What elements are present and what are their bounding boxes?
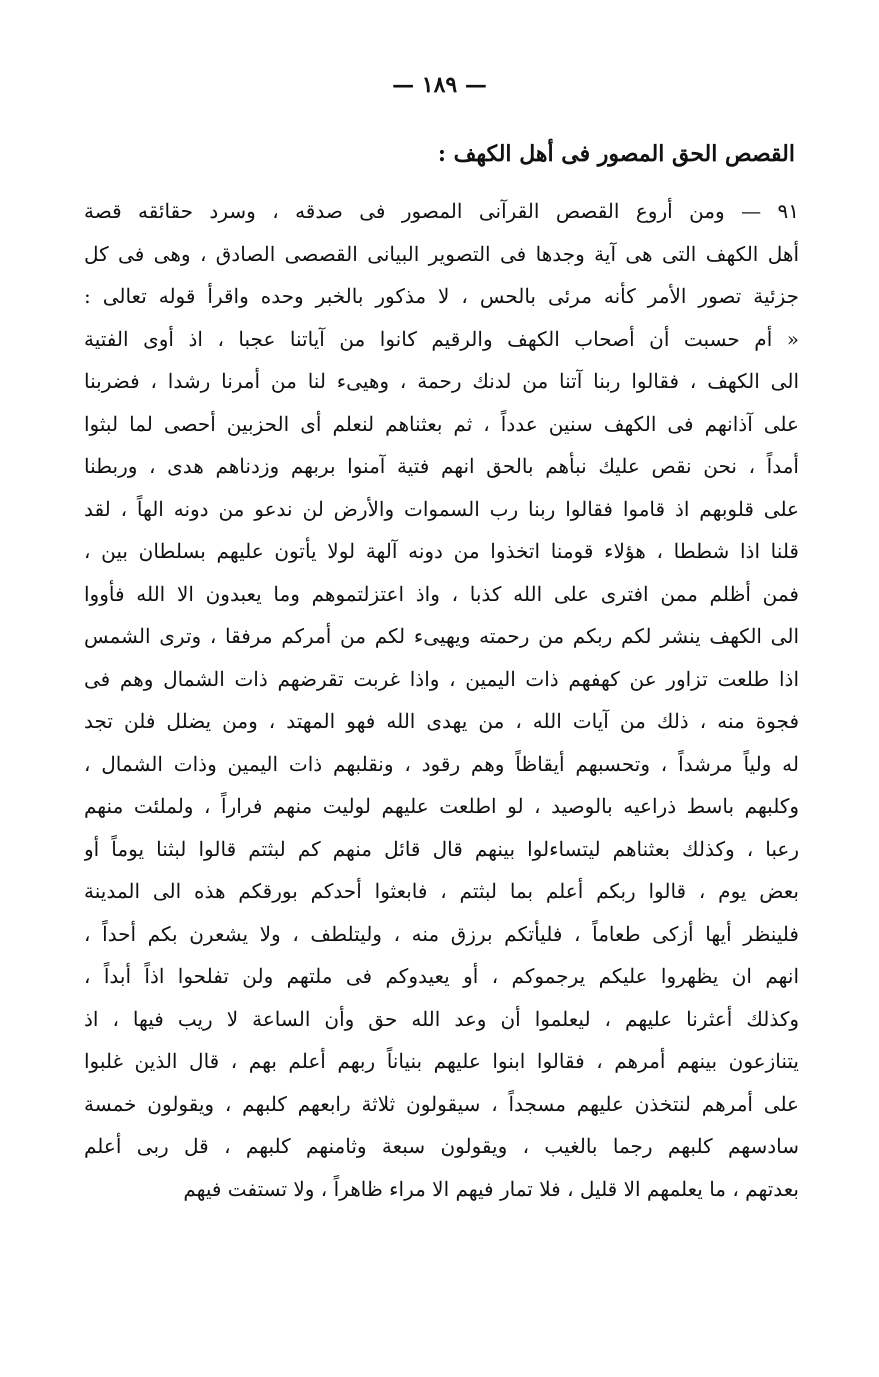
text-line: جزئية تصور الأمر كأنه مرئى بالحس ، لا مذكور بالخبر وحده واقرأ قوله تعالى : <box>84 284 799 308</box>
text-line: وكلبهم باسط ذراعيه بالوصيد ، لو اطلعت عليهم لوليت منهم فراراً ، ولملئت منهم <box>84 794 799 818</box>
text-line: الى الكهف ، فقالوا ربنا آتنا من لدنك رحمة ، وهيىء لنا من أمرنا رشدا ، فضربنا <box>84 369 799 393</box>
text-line: له ولياً مرشداً ، وتحسبهم أيقاظاً وهم رقود ، ونقلبهم ذات اليمين وذات الشمال ، <box>84 751 799 776</box>
text-line: على أمرهم لنتخذن عليهم مسجداً ، سيقولون ثلاثة رابعهم كلبهم ، ويقولون خمسة <box>84 1091 799 1116</box>
section-heading: القصص الحق المصور فى أهل الكهف : <box>437 141 795 167</box>
text-line: على قلوبهم اذ قاموا فقالوا ربنا رب السموات والأرض لن ندعو من دونه الهاً ، لقد <box>84 496 799 521</box>
text-line: الى الكهف ينشر لكم ربكم من رحمته ويهيىء لكم من أمركم مرفقا ، وترى الشمس <box>84 624 799 648</box>
body-text <box>84 190 799 1210</box>
text-line: قلنا اذا شططا ، هؤلاء قومنا اتخذوا من دونه آلهة لولا يأتون عليهم بسلطان بين ، <box>84 539 799 563</box>
text-line: أهل الكهف التى هى آية وجدها فى التصوير البيانى القصصى الصادق ، وهى فى كل <box>84 241 799 266</box>
text-line: سادسهم كلبهم رجما بالغيب ، ويقولون سبعة وثامنهم كلبهم ، قل ربى أعلم <box>84 1134 799 1158</box>
text-line: فلينظر أيها أزكى طعاماً ، فليأتكم برزق منه ، وليتلطف ، ولا يشعرن بكم أحداً ، <box>84 921 799 946</box>
text-line: بعدتهم ، ما يعلمهم الا قليل ، فلا تمار فيهم الا مراء ظاهراً ، ولا تستفت فيهم <box>183 1176 799 1201</box>
text-line: فمن أظلم ممن افترى على الله كذبا ، واذ اعتزلتموهم وما يعبدون الا الله فأووا <box>84 581 799 606</box>
text-line: وكذلك أعثرنا عليهم ، ليعلموا أن وعد الله حق وأن الساعة لا ريب فيها ، اذ <box>84 1006 799 1031</box>
text-line: فجوة منه ، ذلك من آيات الله ، من يهدى الله فهو المهتد ، ومن يضلل فلن تجد <box>84 709 799 733</box>
page-number: — ١٨٩ — <box>392 72 487 98</box>
text-line: رعبا ، وكذلك بعثناهم ليتساءلوا بينهم قال قائل منهم كم لبثتم قالوا لبثنا يوماً أو <box>84 836 799 861</box>
text-line: يتنازعون بينهم أمرهم ، فقالوا ابنوا عليهم بنياناً ربهم أعلم بهم ، قال الذين غلبوا <box>84 1049 799 1073</box>
text-line: « أم حسبت أن أصحاب الكهف والرقيم كانوا من آياتنا عجبا ، اذ أوى الفتية <box>84 326 799 351</box>
text-line: على آذانهم فى الكهف سنين عدداً ، ثم بعثناهم لنعلم أى الحزبين أحصى لما لبثوا <box>84 411 799 436</box>
text-line: اذا طلعت تزاور عن كهفهم ذات اليمين ، واذا غربت تقرضهم ذات الشمال وهم فى <box>84 666 799 691</box>
text-line: بعض يوم ، قالوا ربكم أعلم بما لبثتم ، فابعثوا أحدكم بورقكم هذه الى المدينة <box>84 879 799 903</box>
text-line: ٩١ — ومن أروع القصص القرآنى المصور فى صدقه ، وسرد حقائقه قصة <box>84 199 799 223</box>
text-line: انهم ان يظهروا عليكم يرجموكم ، أو يعيدوكم فى ملتهم ولن تفلحوا اذاً أبداً ، <box>84 964 799 988</box>
text-line: أمداً ، نحن نقص عليك نبأهم بالحق انهم فتية آمنوا بربهم وزدناهم هدى ، وربطنا <box>84 454 799 478</box>
